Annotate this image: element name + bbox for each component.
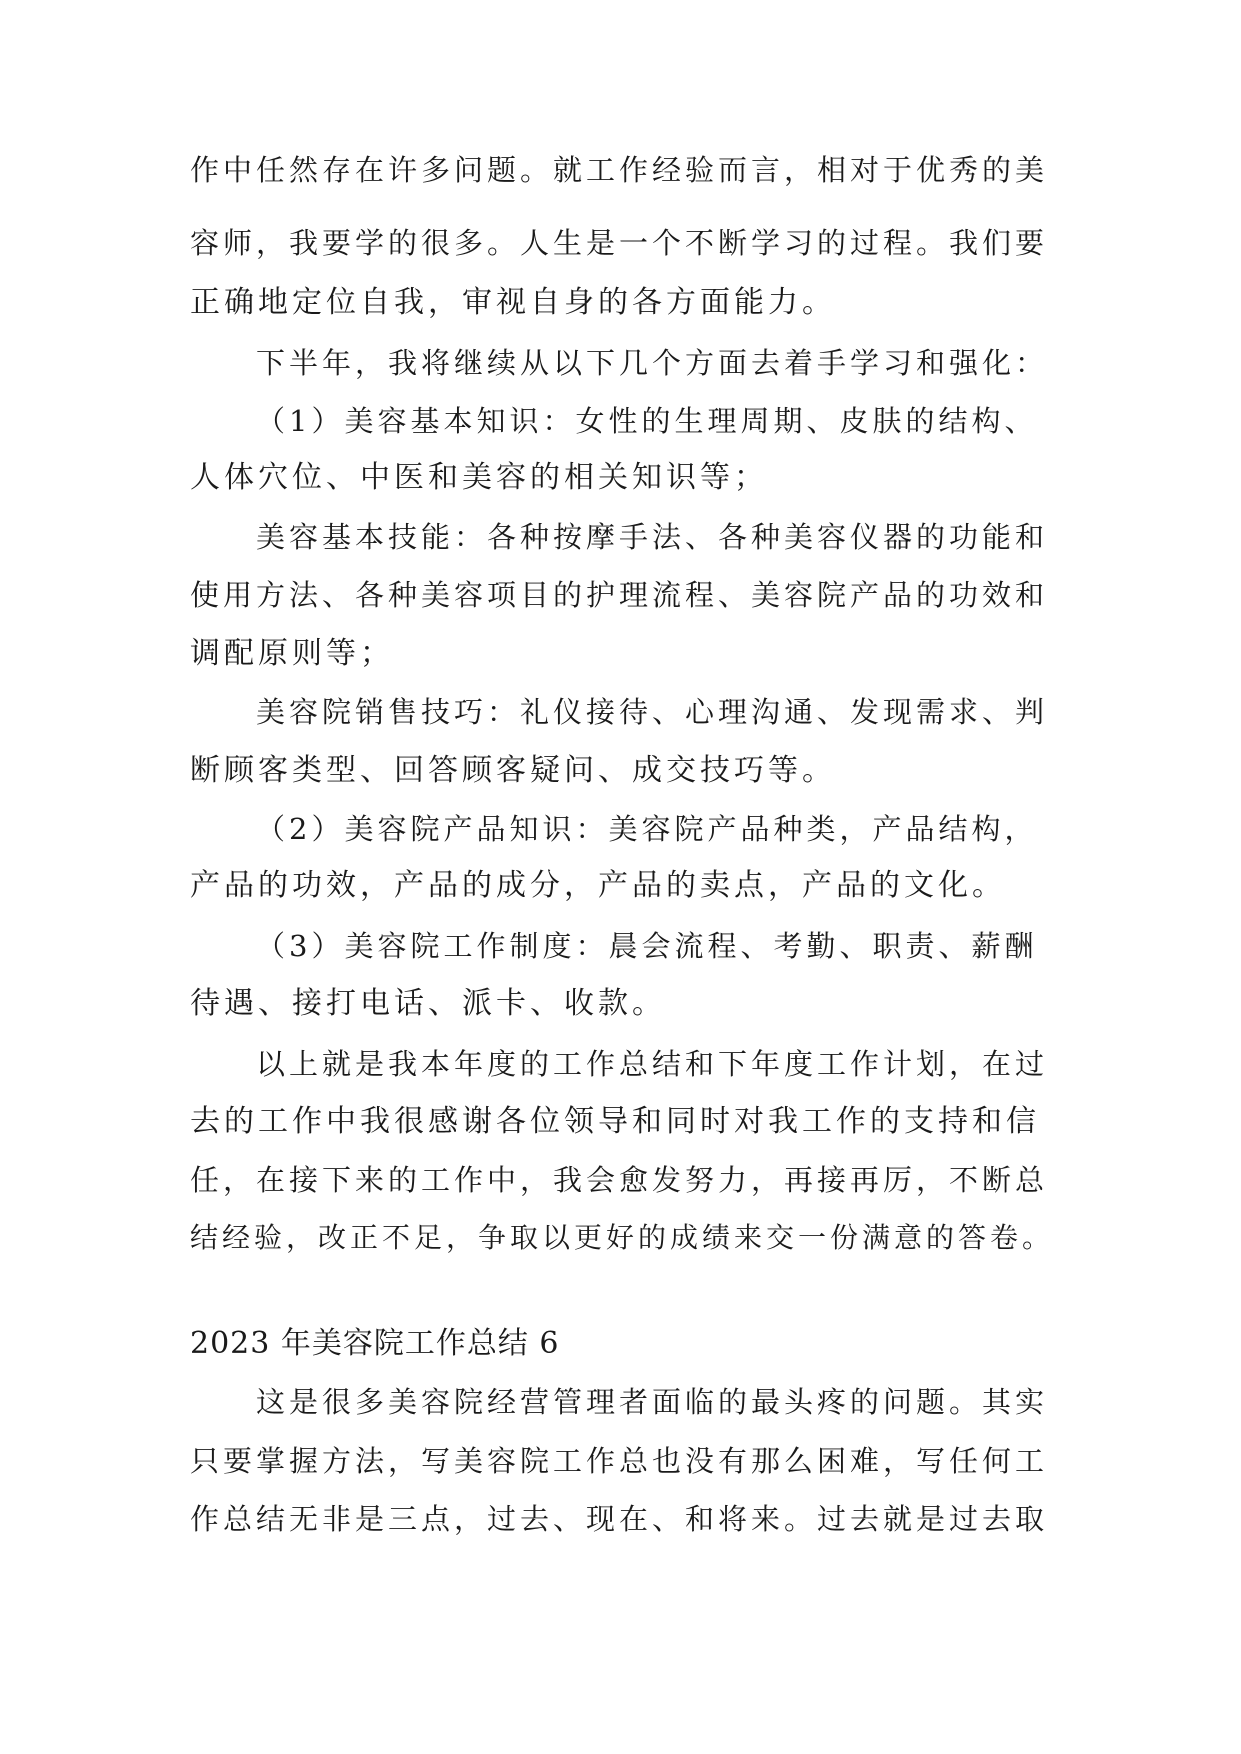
text-line-1: 作中任然存在许多问题。就工作经验而言，相对于优秀的美	[190, 153, 1049, 187]
text-line-22: 只要掌握方法，写美容院工作总也没有那么困难，写任何工	[190, 1444, 1049, 1478]
text-line-16: 以上就是我本年度的工作总结和下年度工作计划，在过	[256, 1047, 1049, 1081]
text-line-9: 调配原则等；	[190, 636, 394, 671]
text-line-12: （2）美容院产品知识：美容院产品种类，产品结构，	[256, 812, 1038, 846]
text-line-17: 去的工作中我很感谢各位领导和同时对我工作的支持和信	[190, 1104, 1040, 1139]
text-line-11: 断顾客类型、回答顾客疑问、成交技巧等。	[190, 753, 836, 788]
text-line-3: 正确地定位自我，审视自身的各方面能力。	[190, 285, 836, 320]
section-heading: 2023 年美容院工作总结 6	[190, 1326, 560, 1361]
text-line-4: 下半年，我将继续从以下几个方面去着手学习和强化：	[256, 346, 1049, 380]
text-line-13: 产品的功效，产品的成分，产品的卖点，产品的文化。	[190, 868, 1006, 903]
text-line-18: 任，在接下来的工作中，我会愈发努力，再接再厉，不断总	[190, 1163, 1049, 1197]
text-line-23: 作总结无非是三点，过去、现在、和将来。过去就是过去取	[190, 1502, 1049, 1536]
text-line-15: 待遇、接打电话、派卡、收款。	[190, 986, 666, 1021]
text-line-14: （3）美容院工作制度：晨会流程、考勤、职责、薪酬	[256, 929, 1038, 963]
text-line-19: 结经验，改正不足，争取以更好的成绩来交一份满意的答卷。	[190, 1221, 1055, 1254]
text-line-8: 使用方法、各种美容项目的护理流程、美容院产品的功效和	[190, 578, 1049, 612]
text-line-6: 人体穴位、中医和美容的相关知识等；	[190, 460, 768, 495]
text-line-10: 美容院销售技巧：礼仪接待、心理沟通、发现需求、判	[256, 695, 1049, 729]
text-line-21: 这是很多美容院经营管理者面临的最头疼的问题。其实	[256, 1385, 1049, 1419]
text-line-7: 美容基本技能：各种按摩手法、各种美容仪器的功能和	[256, 520, 1049, 554]
text-line-5: （1）美容基本知识：女性的生理周期、皮肤的结构、	[256, 404, 1038, 438]
text-line-2: 容师，我要学的很多。人生是一个不断学习的过程。我们要	[190, 226, 1049, 260]
